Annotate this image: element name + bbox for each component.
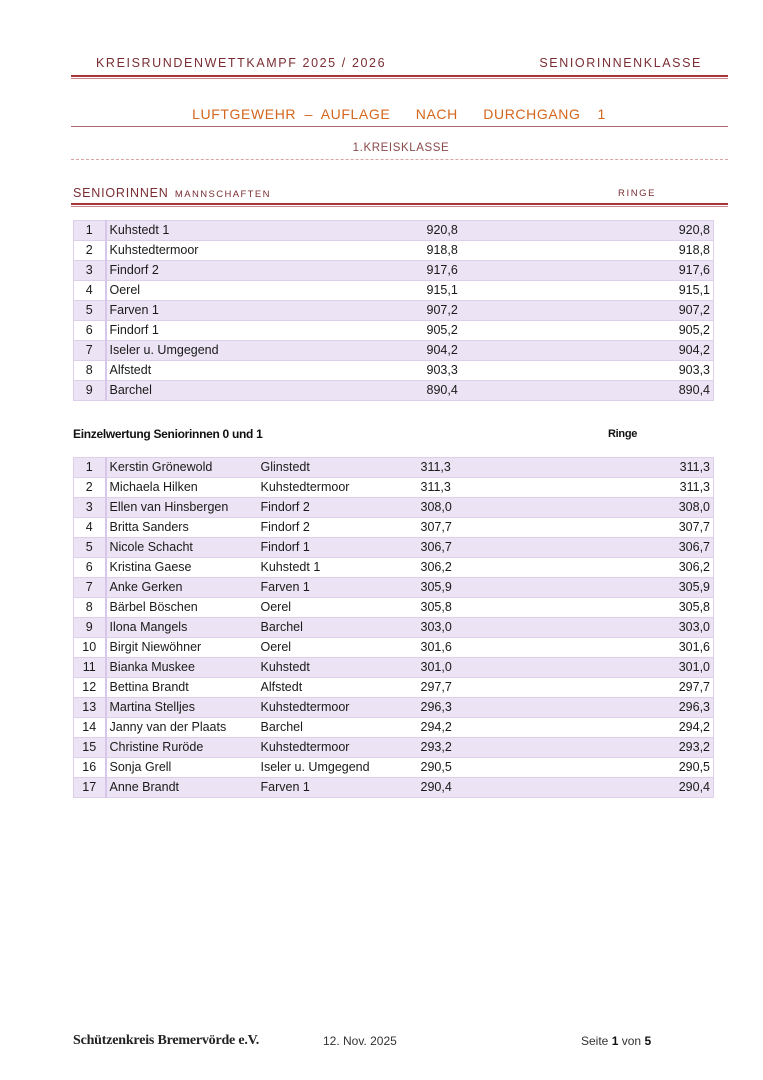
score-cell: 305,8 bbox=[418, 598, 453, 618]
score-cell: 905,2 bbox=[424, 321, 459, 341]
total-cell: 920,8 bbox=[459, 221, 714, 241]
total-cell: 915,1 bbox=[459, 281, 714, 301]
rank-cell: 7 bbox=[74, 341, 106, 361]
rank-cell: 11 bbox=[74, 658, 106, 678]
rank-cell: 16 bbox=[74, 758, 106, 778]
club-cell: Farven 1 bbox=[258, 578, 418, 598]
competition-header: KREISRUNDENWETTKAMPF 2025 / 2026 bbox=[96, 56, 387, 70]
individual-row bbox=[74, 578, 714, 598]
club-cell: Alfstedt bbox=[258, 678, 418, 698]
shooter-name-cell: Bettina Brandt bbox=[106, 678, 258, 698]
rank-cell: 15 bbox=[74, 738, 106, 758]
shooter-name-cell: Martina Stelljes bbox=[106, 698, 258, 718]
total-cell: 303,0 bbox=[453, 618, 714, 638]
total-cell: 306,7 bbox=[453, 538, 714, 558]
individual-row bbox=[74, 618, 714, 638]
individual-row bbox=[74, 598, 714, 618]
team-row bbox=[74, 361, 714, 381]
shooter-name-cell: Christine Ruröde bbox=[106, 738, 258, 758]
shooter-name-cell: Anne Brandt bbox=[106, 778, 258, 798]
total-cell: 918,8 bbox=[459, 241, 714, 261]
rank-cell: 3 bbox=[74, 498, 106, 518]
total-cell: 311,3 bbox=[453, 458, 714, 478]
team-name-cell: Oerel bbox=[106, 281, 424, 301]
rank-cell: 14 bbox=[74, 718, 106, 738]
score-cell: 303,0 bbox=[418, 618, 453, 638]
score-cell: 301,0 bbox=[418, 658, 453, 678]
score-cell: 890,4 bbox=[424, 381, 459, 401]
rank-cell: 2 bbox=[74, 478, 106, 498]
team-name-cell: Farven 1 bbox=[106, 301, 424, 321]
individual-row bbox=[74, 458, 714, 478]
individual-row bbox=[74, 758, 714, 778]
score-cell: 306,2 bbox=[418, 558, 453, 578]
shooter-name-cell: Bärbel Böschen bbox=[106, 598, 258, 618]
shooter-name-cell: Kerstin Grönewold bbox=[106, 458, 258, 478]
individual-row bbox=[74, 658, 714, 678]
team-name-cell: Kuhstedt 1 bbox=[106, 221, 424, 241]
total-cell: 311,3 bbox=[453, 478, 714, 498]
page-subtitle: 1.KREISKLASSE bbox=[352, 142, 450, 154]
score-cell: 311,3 bbox=[418, 458, 453, 478]
total-cell: 290,4 bbox=[453, 778, 714, 798]
club-cell: Kuhstedt 1 bbox=[258, 558, 418, 578]
total-cell: 296,3 bbox=[453, 698, 714, 718]
shooter-name-cell: Nicole Schacht bbox=[106, 538, 258, 558]
individual-row bbox=[74, 558, 714, 578]
score-cell: 290,5 bbox=[418, 758, 453, 778]
rank-cell: 10 bbox=[74, 638, 106, 658]
rank-cell: 17 bbox=[74, 778, 106, 798]
total-cell: 290,5 bbox=[453, 758, 714, 778]
team-heading-sub: MANNSCHAFTEN bbox=[174, 189, 271, 200]
total-cell: 293,2 bbox=[453, 738, 714, 758]
total-cell: 305,9 bbox=[453, 578, 714, 598]
subtitle-divider bbox=[71, 159, 728, 160]
club-cell: Glinstedt bbox=[258, 458, 418, 478]
score-cell: 917,6 bbox=[424, 261, 459, 281]
score-cell: 301,6 bbox=[418, 638, 453, 658]
individual-row bbox=[74, 738, 714, 758]
team-section-heading bbox=[73, 186, 271, 200]
shooter-name-cell: Birgit Niewöhner bbox=[106, 638, 258, 658]
individual-row bbox=[74, 538, 714, 558]
shooter-name-cell: Janny van der Plaats bbox=[106, 718, 258, 738]
rank-cell: 4 bbox=[74, 518, 106, 538]
club-cell: Kuhstedtermoor bbox=[258, 478, 418, 498]
rank-cell: 12 bbox=[74, 678, 106, 698]
rank-cell: 8 bbox=[74, 598, 106, 618]
shooter-name-cell: Ilona Mangels bbox=[106, 618, 258, 638]
rank-cell: 2 bbox=[74, 241, 106, 261]
total-cell: 907,2 bbox=[459, 301, 714, 321]
team-results-table bbox=[73, 220, 714, 401]
individual-row bbox=[74, 678, 714, 698]
club-cell: Barchel bbox=[258, 618, 418, 638]
score-cell: 297,7 bbox=[418, 678, 453, 698]
club-cell: Kuhstedt bbox=[258, 658, 418, 678]
team-row bbox=[74, 301, 714, 321]
rank-cell: 7 bbox=[74, 578, 106, 598]
score-cell: 918,8 bbox=[424, 241, 459, 261]
club-cell: Findorf 2 bbox=[258, 518, 418, 538]
individual-row bbox=[74, 698, 714, 718]
footer-page-number bbox=[581, 1034, 651, 1048]
team-ringe-label: RINGE bbox=[618, 188, 657, 199]
team-row bbox=[74, 281, 714, 301]
score-cell: 915,1 bbox=[424, 281, 459, 301]
footer-organization: Schützenkreis Bremervörde e.V. bbox=[73, 1033, 260, 1048]
score-cell: 311,3 bbox=[418, 478, 453, 498]
team-name-cell: Alfstedt bbox=[106, 361, 424, 381]
club-cell: Iseler u. Umgegend bbox=[258, 758, 418, 778]
team-name-cell: Barchel bbox=[106, 381, 424, 401]
page-total: 5 bbox=[644, 1034, 652, 1048]
team-name-cell: Iseler u. Umgegend bbox=[106, 341, 424, 361]
rank-cell: 9 bbox=[74, 381, 106, 401]
shooter-name-cell: Anke Gerken bbox=[106, 578, 258, 598]
rank-cell: 1 bbox=[74, 458, 106, 478]
rank-cell: 6 bbox=[74, 321, 106, 341]
individual-row bbox=[74, 778, 714, 798]
score-cell: 293,2 bbox=[418, 738, 453, 758]
rank-cell: 1 bbox=[74, 221, 106, 241]
page-current: 1 bbox=[611, 1034, 619, 1048]
score-cell: 904,2 bbox=[424, 341, 459, 361]
total-cell: 917,6 bbox=[459, 261, 714, 281]
team-name-cell: Findorf 2 bbox=[106, 261, 424, 281]
total-cell: 294,2 bbox=[453, 718, 714, 738]
shooter-name-cell: Britta Sanders bbox=[106, 518, 258, 538]
team-name-cell: Findorf 1 bbox=[106, 321, 424, 341]
individual-section-heading: Einzelwertung Seniorinnen 0 und 1 bbox=[73, 427, 263, 441]
page-prefix: Seite bbox=[581, 1034, 609, 1048]
score-cell: 307,7 bbox=[418, 518, 453, 538]
score-cell: 907,2 bbox=[424, 301, 459, 321]
shooter-name-cell: Ellen van Hinsbergen bbox=[106, 498, 258, 518]
individual-ringe-label: Ringe bbox=[608, 428, 638, 440]
club-cell: Oerel bbox=[258, 638, 418, 658]
shooter-name-cell: Kristina Gaese bbox=[106, 558, 258, 578]
total-cell: 305,8 bbox=[453, 598, 714, 618]
team-row bbox=[74, 261, 714, 281]
total-cell: 301,0 bbox=[453, 658, 714, 678]
team-row bbox=[74, 381, 714, 401]
total-cell: 905,2 bbox=[459, 321, 714, 341]
score-cell: 296,3 bbox=[418, 698, 453, 718]
club-cell: Findorf 2 bbox=[258, 498, 418, 518]
team-row bbox=[74, 341, 714, 361]
title-divider bbox=[71, 126, 728, 127]
total-cell: 301,6 bbox=[453, 638, 714, 658]
rank-cell: 9 bbox=[74, 618, 106, 638]
score-cell: 308,0 bbox=[418, 498, 453, 518]
score-cell: 306,7 bbox=[418, 538, 453, 558]
score-cell: 305,9 bbox=[418, 578, 453, 598]
score-cell: 903,3 bbox=[424, 361, 459, 381]
club-cell: Kuhstedtermoor bbox=[258, 698, 418, 718]
team-heading-main: SENIORINNEN bbox=[73, 186, 169, 200]
score-cell: 294,2 bbox=[418, 718, 453, 738]
team-row bbox=[74, 241, 714, 261]
rank-cell: 6 bbox=[74, 558, 106, 578]
page-of: von bbox=[621, 1034, 642, 1048]
total-cell: 308,0 bbox=[453, 498, 714, 518]
rank-cell: 3 bbox=[74, 261, 106, 281]
club-cell: Kuhstedtermoor bbox=[258, 738, 418, 758]
rank-cell: 13 bbox=[74, 698, 106, 718]
individual-row bbox=[74, 498, 714, 518]
page-title: LUFTGEWEHR – AUFLAGE NACH DURCHGANG 1 bbox=[192, 106, 606, 122]
club-cell: Findorf 1 bbox=[258, 538, 418, 558]
individual-results-table bbox=[73, 457, 714, 798]
rank-cell: 5 bbox=[74, 301, 106, 321]
shooter-name-cell: Sonja Grell bbox=[106, 758, 258, 778]
shooter-name-cell: Michaela Hilken bbox=[106, 478, 258, 498]
club-cell: Farven 1 bbox=[258, 778, 418, 798]
individual-row bbox=[74, 718, 714, 738]
class-header: SENIORINNENKLASSE bbox=[539, 56, 702, 70]
score-cell: 920,8 bbox=[424, 221, 459, 241]
individual-row bbox=[74, 638, 714, 658]
club-cell: Barchel bbox=[258, 718, 418, 738]
score-cell: 290,4 bbox=[418, 778, 453, 798]
team-row bbox=[74, 221, 714, 241]
total-cell: 297,7 bbox=[453, 678, 714, 698]
team-section-divider bbox=[71, 203, 728, 207]
team-row bbox=[74, 321, 714, 341]
rank-cell: 5 bbox=[74, 538, 106, 558]
shooter-name-cell: Bianka Muskee bbox=[106, 658, 258, 678]
rank-cell: 8 bbox=[74, 361, 106, 381]
team-name-cell: Kuhstedtermoor bbox=[106, 241, 424, 261]
total-cell: 307,7 bbox=[453, 518, 714, 538]
rank-cell: 4 bbox=[74, 281, 106, 301]
total-cell: 904,2 bbox=[459, 341, 714, 361]
total-cell: 903,3 bbox=[459, 361, 714, 381]
total-cell: 306,2 bbox=[453, 558, 714, 578]
individual-row bbox=[74, 478, 714, 498]
club-cell: Oerel bbox=[258, 598, 418, 618]
footer-date: 12. Nov. 2025 bbox=[323, 1034, 397, 1048]
header-divider bbox=[71, 75, 728, 79]
individual-row bbox=[74, 518, 714, 538]
total-cell: 890,4 bbox=[459, 381, 714, 401]
